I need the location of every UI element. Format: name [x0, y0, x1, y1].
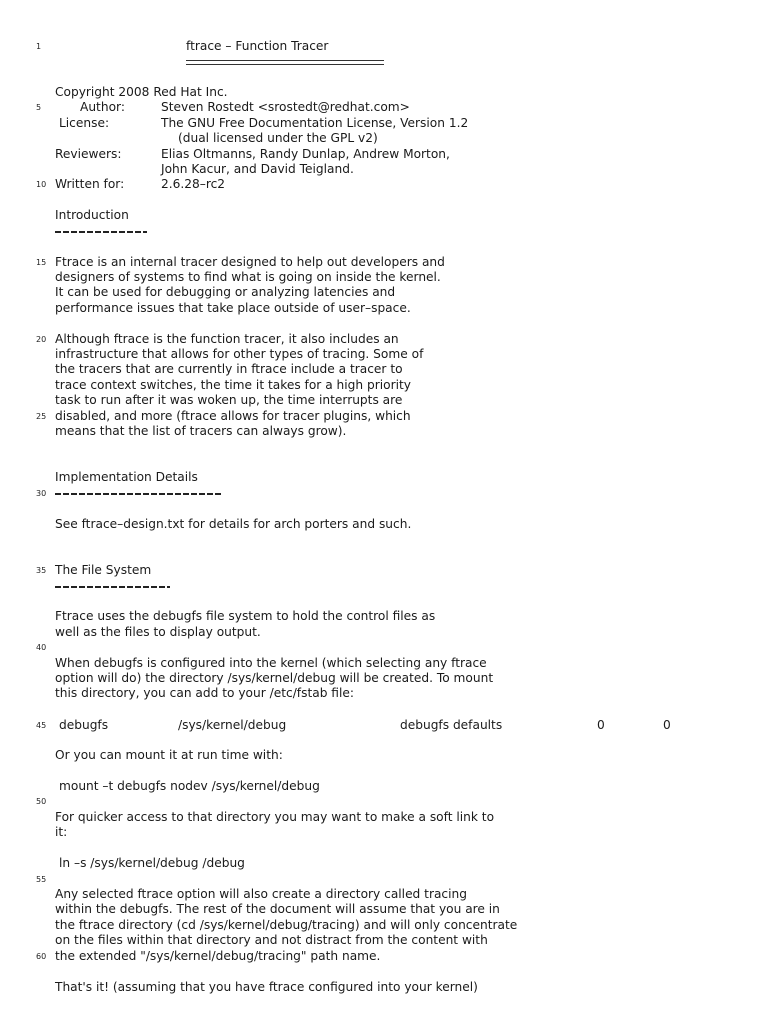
paragraph-line: on the files within that directory and not distract from the content with: [55, 933, 488, 947]
line-number: 10: [36, 180, 47, 189]
line-number: 35: [36, 566, 47, 575]
paragraph-line: Ftrace is an internal tracer designed to help out developers and: [55, 255, 445, 269]
line-number: 40: [36, 643, 47, 652]
paragraph-line: See ftrace–design.txt for details for arch porters and such.: [55, 517, 412, 531]
document-title: ftrace – Function Tracer: [186, 39, 329, 53]
paragraph-line: disabled, and more (ftrace allows for tracer plugins, which: [55, 409, 411, 423]
paragraph-line: option will do) the directory /sys/kernel/debug will be created. To mount: [55, 671, 494, 685]
mount-command: mount –t debugfs nodev /sys/kernel/debug: [59, 779, 320, 793]
line-number: 15: [36, 258, 47, 267]
line-number: 1: [36, 42, 42, 51]
reviewers-label: Reviewers:: [55, 147, 122, 161]
written-label: Written for:: [55, 177, 125, 191]
heading-underline: [55, 493, 223, 495]
paragraph-line: That's it! (assuming that you have ftrace configured into your kernel): [55, 980, 478, 994]
paragraph-line: it:: [55, 825, 68, 839]
paragraph-line: performance issues that take place outside of user–space.: [55, 301, 411, 315]
heading-underline: [55, 586, 170, 588]
paragraph-line: the ftrace directory (cd /sys/kernel/debug/tracing) and will only concentrate: [55, 918, 518, 932]
section-heading: Implementation Details: [55, 470, 198, 484]
reviewers-value: Elias Oltmanns, Randy Dunlap, Andrew Morton,: [161, 147, 450, 161]
paragraph-line: It can be used for debugging or analyzing latencies and: [55, 285, 396, 299]
line-number: 5: [36, 103, 42, 112]
ln-command: ln –s /sys/kernel/debug /debug: [59, 856, 245, 870]
paragraph-line: within the debugfs. The rest of the document will assume that you are in: [55, 902, 500, 916]
fstab-dump: 0: [597, 718, 605, 732]
fstab-pass: 0: [663, 718, 671, 732]
fstab-options: debugfs defaults: [400, 718, 503, 732]
license-value: The GNU Free Documentation License, Version 1.2: [161, 116, 469, 130]
written-value: 2.6.28–rc2: [161, 177, 226, 191]
line-number: 20: [36, 335, 47, 344]
paragraph-line: designers of systems to find what is going on inside the kernel.: [55, 270, 441, 284]
section-heading: Introduction: [55, 208, 129, 222]
paragraph-line: When debugfs is configured into the kernel (which selecting any ftrace: [55, 656, 487, 670]
line-number: 60: [36, 952, 47, 961]
paragraph-line: Ftrace uses the debugfs file system to hold the control files as: [55, 609, 436, 623]
paragraph-line: For quicker access to that directory you may want to make a soft link to: [55, 810, 495, 824]
fstab-device: debugfs: [59, 718, 109, 732]
paragraph-line: this directory, you can add to your /etc/fstab file:: [55, 686, 354, 700]
reviewers-value-cont: John Kacur, and David Teigland.: [161, 162, 354, 176]
line-number: 50: [36, 797, 47, 806]
license-value-cont: (dual licensed under the GPL v2): [178, 131, 378, 145]
heading-underline: [55, 231, 147, 233]
author-value: Steven Rostedt <srostedt@redhat.com>: [161, 100, 410, 114]
line-number: 30: [36, 489, 47, 498]
line-number: 55: [36, 875, 47, 884]
line-number: 45: [36, 721, 47, 730]
paragraph-line: task to run after it was woken up, the time interrupts are: [55, 393, 403, 407]
title-underline: [186, 60, 384, 65]
copyright-line: Copyright 2008 Red Hat Inc.: [55, 85, 228, 99]
paragraph-line: Or you can mount it at run time with:: [55, 748, 283, 762]
paragraph-line: trace context switches, the time it takes for a high priority: [55, 378, 411, 392]
license-label: License:: [59, 116, 110, 130]
paragraph-line: infrastructure that allows for other types of tracing. Some of: [55, 347, 424, 361]
paragraph-line: Any selected ftrace option will also create a directory called tracing: [55, 887, 467, 901]
section-heading: The File System: [55, 563, 152, 577]
paragraph-line: Although ftrace is the function tracer, it also includes an: [55, 332, 399, 346]
paragraph-line: means that the list of tracers can always grow).: [55, 424, 347, 438]
line-number: 25: [36, 412, 47, 421]
fstab-mountpoint: /sys/kernel/debug: [178, 718, 287, 732]
paragraph-line: well as the files to display output.: [55, 625, 261, 639]
paragraph-line: the tracers that are currently in ftrace include a tracer to: [55, 362, 403, 376]
paragraph-line: the extended "/sys/kernel/debug/tracing" path name.: [55, 949, 381, 963]
author-label: Author:: [80, 100, 125, 114]
